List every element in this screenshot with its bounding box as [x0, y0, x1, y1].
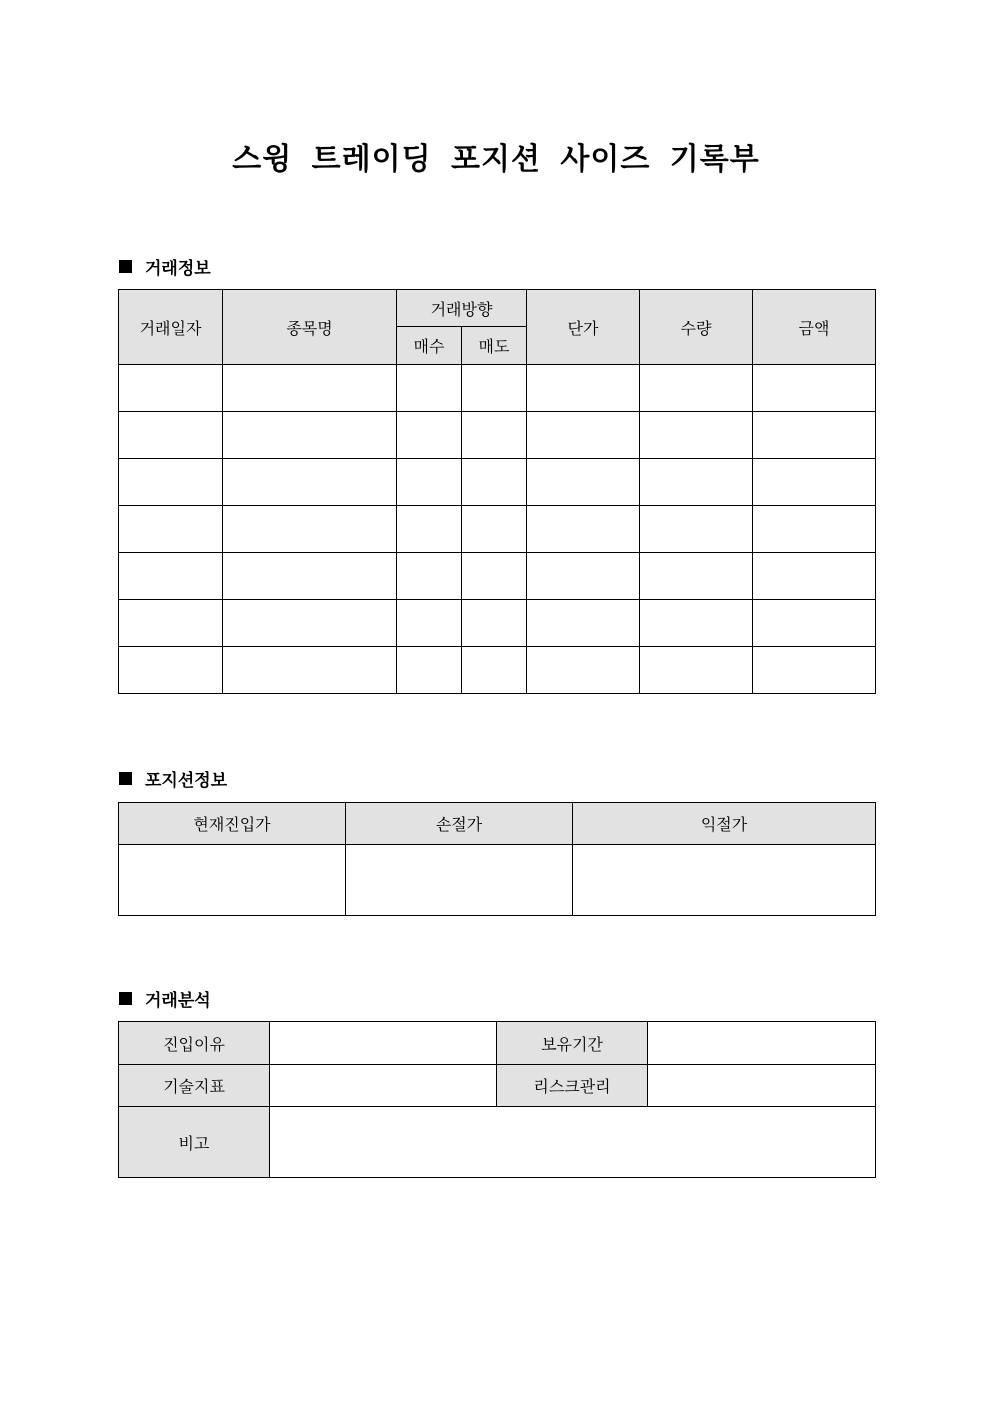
header-direction: 거래방향 — [397, 290, 527, 327]
header-sell: 매도 — [462, 327, 527, 365]
trade-info-table — [118, 289, 876, 694]
date-cell[interactable] — [119, 365, 223, 412]
ticker-cell[interactable] — [223, 647, 397, 694]
quantity-cell[interactable] — [640, 459, 753, 506]
unit-price-cell[interactable] — [527, 553, 640, 600]
sell-cell[interactable] — [462, 412, 527, 459]
label-remarks: 비고 — [119, 1107, 270, 1178]
square-bullet-icon — [119, 992, 132, 1005]
amount-cell[interactable] — [753, 600, 876, 647]
unit-price-cell[interactable] — [527, 365, 640, 412]
entry-reason-cell[interactable] — [270, 1022, 497, 1065]
table-row — [119, 647, 876, 694]
amount-cell[interactable] — [753, 506, 876, 553]
label-risk-management: 리스크관리 — [497, 1065, 648, 1107]
sell-cell[interactable] — [462, 647, 527, 694]
square-bullet-icon — [119, 772, 132, 785]
take-profit-cell[interactable] — [573, 845, 876, 916]
stop-loss-cell[interactable] — [346, 845, 573, 916]
section-heading-analysis — [119, 986, 211, 1011]
date-cell[interactable] — [119, 412, 223, 459]
sell-cell[interactable] — [462, 365, 527, 412]
header-quantity: 수량 — [640, 290, 753, 365]
label-technical-indicator: 기술지표 — [119, 1065, 270, 1107]
label-entry-reason: 진입이유 — [119, 1022, 270, 1065]
sell-cell[interactable] — [462, 553, 527, 600]
section-title: 포지션정보 — [145, 771, 228, 791]
table-row — [119, 506, 876, 553]
quantity-cell[interactable] — [640, 365, 753, 412]
position-info-table — [118, 802, 876, 916]
buy-cell[interactable] — [397, 600, 462, 647]
quantity-cell[interactable] — [640, 647, 753, 694]
section-heading-trade — [119, 254, 211, 279]
header-amount: 금액 — [753, 290, 876, 365]
amount-cell[interactable] — [753, 647, 876, 694]
amount-cell[interactable] — [753, 553, 876, 600]
quantity-cell[interactable] — [640, 553, 753, 600]
buy-cell[interactable] — [397, 647, 462, 694]
header-buy: 매수 — [397, 327, 462, 365]
unit-price-cell[interactable] — [527, 600, 640, 647]
buy-cell[interactable] — [397, 506, 462, 553]
sell-cell[interactable] — [462, 600, 527, 647]
header-unit-price: 단가 — [527, 290, 640, 365]
header-ticker: 종목명 — [223, 290, 397, 365]
quantity-cell[interactable] — [640, 506, 753, 553]
buy-cell[interactable] — [397, 365, 462, 412]
unit-price-cell[interactable] — [527, 647, 640, 694]
buy-cell[interactable] — [397, 459, 462, 506]
entry-price-cell[interactable] — [119, 845, 346, 916]
buy-cell[interactable] — [397, 412, 462, 459]
technical-indicator-cell[interactable] — [270, 1065, 497, 1107]
ticker-cell[interactable] — [223, 553, 397, 600]
amount-cell[interactable] — [753, 412, 876, 459]
ticker-cell[interactable] — [223, 506, 397, 553]
section-heading-position — [119, 766, 227, 791]
unit-price-cell[interactable] — [527, 459, 640, 506]
holding-period-cell[interactable] — [648, 1022, 876, 1065]
amount-cell[interactable] — [753, 365, 876, 412]
unit-price-cell[interactable] — [527, 506, 640, 553]
date-cell[interactable] — [119, 553, 223, 600]
unit-price-cell[interactable] — [527, 412, 640, 459]
quantity-cell[interactable] — [640, 600, 753, 647]
page-title: 스윙 트레이딩 포지션 사이즈 기록부 — [232, 142, 760, 177]
date-cell[interactable] — [119, 459, 223, 506]
amount-cell[interactable] — [753, 459, 876, 506]
table-row — [119, 412, 876, 459]
label-holding-period: 보유기간 — [497, 1022, 648, 1065]
table-row — [119, 553, 876, 600]
ticker-cell[interactable] — [223, 459, 397, 506]
remarks-cell[interactable] — [270, 1107, 876, 1178]
buy-cell[interactable] — [397, 553, 462, 600]
table-row — [119, 365, 876, 412]
ticker-cell[interactable] — [223, 600, 397, 647]
quantity-cell[interactable] — [640, 412, 753, 459]
date-cell[interactable] — [119, 600, 223, 647]
section-title: 거래정보 — [145, 259, 211, 279]
section-title: 거래분석 — [145, 991, 211, 1011]
ticker-cell[interactable] — [223, 365, 397, 412]
sell-cell[interactable] — [462, 506, 527, 553]
table-row — [119, 600, 876, 647]
header-entry-price: 현재진입가 — [119, 803, 346, 845]
trade-analysis-table — [118, 1021, 876, 1178]
risk-management-cell[interactable] — [648, 1065, 876, 1107]
square-bullet-icon — [119, 260, 132, 273]
header-take-profit: 익절가 — [573, 803, 876, 845]
header-stop-loss: 손절가 — [346, 803, 573, 845]
date-cell[interactable] — [119, 647, 223, 694]
table-row — [119, 459, 876, 506]
header-trade-date: 거래일자 — [119, 290, 223, 365]
sell-cell[interactable] — [462, 459, 527, 506]
date-cell[interactable] — [119, 506, 223, 553]
ticker-cell[interactable] — [223, 412, 397, 459]
